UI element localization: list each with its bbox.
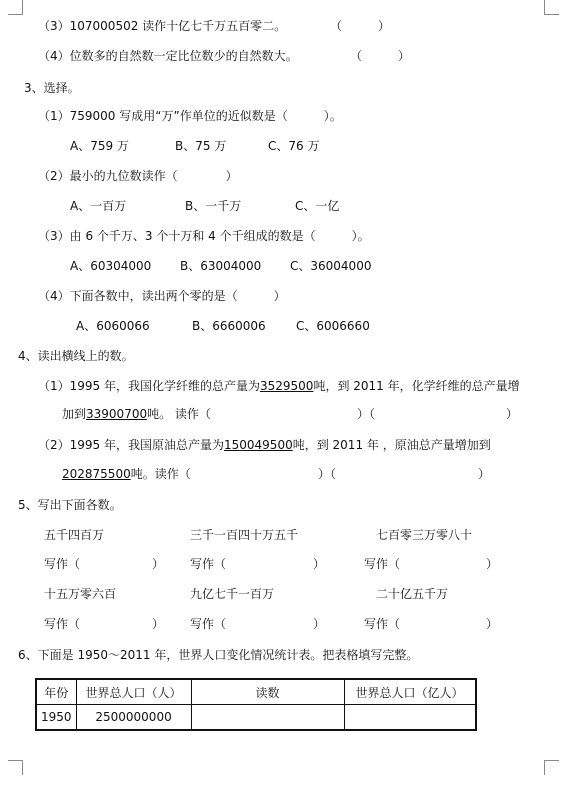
q3-item2-option-a[interactable]: A、一百万 <box>70 199 127 213</box>
q3-item4-option-a[interactable]: A、6060066 <box>76 319 150 333</box>
q3-item1-option-a[interactable]: A、759 万 <box>70 139 129 153</box>
table-row <box>36 705 476 731</box>
q6-title: 6、下面是 1950～2011 年，世界人口变化情况统计表。把表格填写完整。 <box>18 648 419 662</box>
q5-number-5: 九亿七千一百万 <box>190 587 275 601</box>
crop-mark-top-left <box>8 0 23 15</box>
q2-item3-answer[interactable]: （ ） <box>330 19 391 33</box>
q2-item3-text: （3）107000502 读作十亿七千万五百零二。 <box>38 19 287 33</box>
table-header-row <box>36 679 476 705</box>
q4-item2-text-b: 吨，到 2011 年 ，原油总产量增加到 <box>292 438 491 452</box>
crop-mark-top-right <box>544 0 559 15</box>
table-header-reading: 读数 <box>191 679 344 705</box>
q4-item1-line2 <box>62 406 211 422</box>
q3-item3-option-b[interactable]: B、63004000 <box>180 259 262 273</box>
q4-title: 4、读出横线上的数。 <box>18 349 134 363</box>
q5-title: 5、写出下面各数。 <box>18 498 122 512</box>
q4-item1-line1 <box>38 378 520 394</box>
q4-item1-number2: 33900700 <box>86 407 148 421</box>
q5-write-2-close[interactable]: ） <box>313 557 326 571</box>
q4-item1-answer-1[interactable]: ）（ <box>357 407 376 421</box>
crop-mark-bottom-right <box>544 760 559 775</box>
q4-item1-answer-2[interactable]: ） <box>506 407 519 421</box>
q5-write-6: 写作（ <box>364 617 401 631</box>
table-header-population-yi: 世界总人口（亿人） <box>344 679 476 705</box>
q5-write-6-close[interactable]: ） <box>486 617 499 631</box>
q4-item2-text-a: （2）1995 年，我国原油总产量为 <box>38 438 224 452</box>
q4-item2-answer-1[interactable]: ）（ <box>318 467 337 481</box>
q3-item4-option-c[interactable]: C、6006660 <box>296 319 370 333</box>
table-cell-population-yi[interactable] <box>344 705 476 731</box>
q4-item1-text-c: 加到 <box>62 407 87 421</box>
q5-number-2: 三千一百四十万五千 <box>190 528 299 542</box>
q4-item2-answer-2[interactable]: ） <box>478 467 491 481</box>
q5-number-1: 五千四百万 <box>44 528 105 542</box>
q3-item3-option-a[interactable]: A、60304000 <box>70 259 152 273</box>
q5-write-2: 写作（ <box>190 557 227 571</box>
table-header-population: 世界总人口（人） <box>76 679 191 705</box>
q3-item4-stem: （4）下面各数中，读出两个零的是（ ） <box>38 289 286 303</box>
q2-item3 <box>38 18 286 34</box>
table-cell-reading[interactable] <box>191 705 344 731</box>
q5-write-1: 写作（ <box>44 557 81 571</box>
q5-write-3: 写作（ <box>364 557 401 571</box>
q4-item1-text-d: 吨。 读作（ <box>147 407 211 421</box>
q3-item3-stem: （3）由 6 个千万、3 个十万和 4 个千组成的数是（ ）。 <box>38 229 370 243</box>
q4-item2-text-c: 吨。读作（ <box>130 467 191 481</box>
q4-item2-number1: 150049500 <box>224 438 293 452</box>
table-cell-year: 1950 <box>36 705 76 731</box>
q2-item4-answer[interactable]: （ ） <box>350 49 411 63</box>
q5-number-3: 七百零三万零八十 <box>376 528 473 542</box>
table-header-year: 年份 <box>36 679 76 705</box>
q3-item1-stem: （1）759000 写成用“万”作单位的近似数是（ ）。 <box>38 109 342 123</box>
q3-title: 3、选择。 <box>24 81 80 95</box>
q3-item4-option-b[interactable]: B、6660006 <box>192 319 266 333</box>
q4-item1-text-a: （1）1995 年，我国化学纤维的总产量为 <box>38 379 260 393</box>
q5-write-1-close[interactable]: ） <box>152 557 165 571</box>
q5-write-4-close[interactable]: ） <box>152 617 165 631</box>
q4-item2-line1 <box>38 437 491 453</box>
q3-item1-option-b[interactable]: B、75 万 <box>175 139 227 153</box>
q4-item1-number1: 3529500 <box>260 379 314 393</box>
q4-item2-number2: 202875500 <box>62 467 131 481</box>
q2-item4: （4）位数多的自然数一定比位数少的自然数大。 <box>38 49 298 63</box>
q5-number-6: 二十亿五千万 <box>376 587 449 601</box>
population-table <box>35 678 477 731</box>
crop-mark-bottom-left <box>8 760 23 775</box>
q5-number-4: 十五万零六百 <box>44 587 117 601</box>
q3-item2-stem: （2）最小的九位数读作（ ） <box>38 169 238 183</box>
q4-item2-line2 <box>62 466 191 482</box>
q3-item1-option-c[interactable]: C、76 万 <box>268 139 320 153</box>
q5-write-5-close[interactable]: ） <box>313 617 326 631</box>
q3-item3-option-c[interactable]: C、36004000 <box>290 259 372 273</box>
q5-write-3-close[interactable]: ） <box>486 557 499 571</box>
q5-write-5: 写作（ <box>190 617 227 631</box>
q3-item2-option-b[interactable]: B、一千万 <box>185 199 242 213</box>
q3-item2-option-c[interactable]: C、一亿 <box>295 199 340 213</box>
q4-item1-text-b: 吨，到 2011 年，化学纤维的总产量增 <box>313 379 520 393</box>
table-cell-population: 2500000000 <box>76 705 191 731</box>
q5-write-4: 写作（ <box>44 617 81 631</box>
